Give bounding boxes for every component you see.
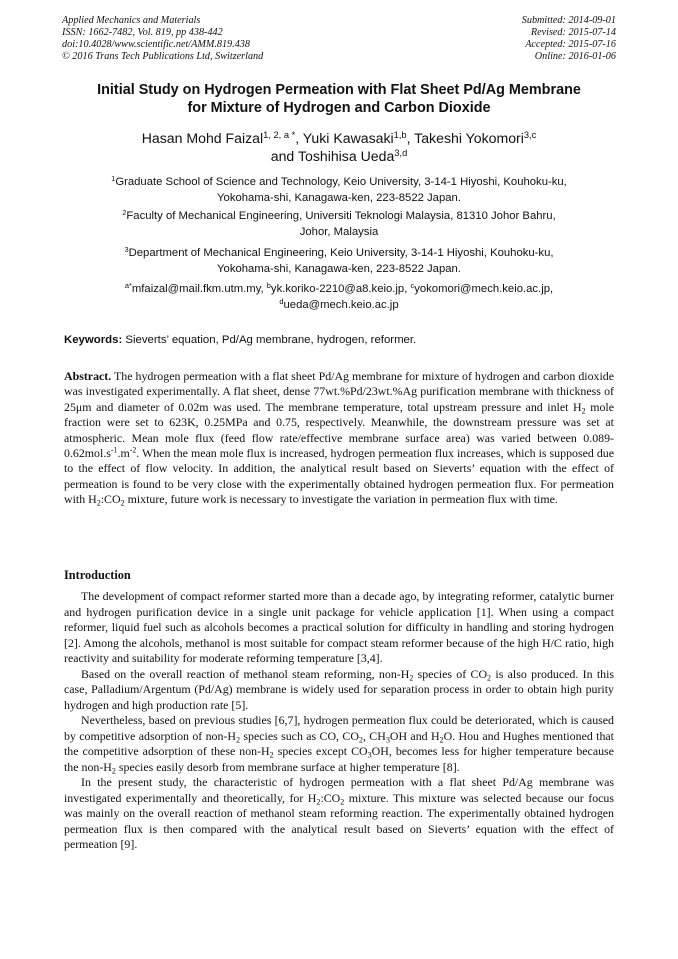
affiliation [60,209,618,241]
email-link: ueda@mech.keio.ac.jp [283,298,399,311]
affiliation-line: $^1$Graduate School of Science and Technology, Keio University, 3-14-1 Hiyoshi, Kouhoku-ku, [111,173,567,188]
author-list [50,129,628,165]
authors-line-2 [50,147,628,165]
keywords-text: Sieverts’ equation, Pd/Ag membrane, hydrogen, reformer. [122,334,417,346]
introduction-body [64,589,614,853]
author-marker: 3,c [523,129,537,140]
publication-dates [522,15,616,63]
affiliation-marker: 2 [122,207,127,217]
email-link: mfaizal@mail.fkm.utm.my, [131,283,267,295]
keywords-label: Keywords: [64,334,123,346]
author-marker: 3,d [394,147,408,158]
affiliation-line: Yokohama-shi, Kanagawa-ken, 223-8522 Japan. [217,262,461,275]
author-name: Takeshi Yokomori [414,130,524,146]
affiliation [60,175,618,207]
keywords [64,334,618,346]
title-line-2: for Mixture of Hydrogen and Carbon Dioxide [187,99,491,116]
author-emails [60,282,618,314]
abstract-label: Abstract. [64,369,112,383]
paragraph: The development of compact reformer started more than a decade ago, by integrating reformer, catalytic burner and hydrogen purification device in a single unit package for vehicle application [1]. When using a compact reformer, liquid fuel such as alcohols becomes a practical solution for difficulty in handling and storing hydrogen [2]. Among the alcohols, methanol is most suitable for compact steam reformer because of the high H/C ratio, high reactivity and suitability for moderate reforming temperature [3,4]. [64,589,614,665]
journal-name: Applied Mechanics and Materials [62,15,201,26]
paragraph: In the present study, the characteristic of hydrogen permeation with a flat sheet Pd/Ag membrane was investigated experimentally and theoretically, for $H_2:CO_2$ mixture. This mixture was selected because our focus was mainly on the overall reaction of methanol steam reforming reaction. The experimentally obtained hydrogen permeation flux is then compared with the analytical result based on Sieverts’ equation with the effect of permeation [9]. [64,775,614,851]
date-submitted: Submitted: 2014-09-01 [521,15,616,26]
affiliation-line: $^2$Faculty of Mechanical Engineering, Universiti Teknologi Malaysia, 81310 Johor Bahru, [122,207,556,222]
author-name: Toshihisa Ueda [297,148,395,164]
authors-line-1 [50,129,628,147]
journal-doi: doi:10.4028/www.scientific.net/AMM.819.438 [62,39,250,51]
section-heading: Introduction [64,568,131,582]
date-revised: Revised: 2015-07-14 [530,27,616,39]
affiliation-line: Yokohama-shi, Kanagawa-ken, 223-8522 Japan. [217,191,461,204]
author-name: Yuki Kawasaki [302,130,394,146]
email-link: yokomori@mech.keio.ac.jp, [414,283,554,295]
journal-copyright: © 2016 Trans Tech Publications Ltd, Switzerland [62,51,264,63]
journal-issn: ISSN: 1662-7482, Vol. 819, pp 438-442 [62,27,223,39]
journal-info [62,15,263,63]
author-marker: 1, 2, a * [263,129,296,140]
email-link: yk.koriko-2210@a8.keio.jp, [270,283,411,295]
author-separator: , [406,130,415,146]
author-conjunction: and [270,148,298,164]
email-line: $^{a*}$mfaizal@mail.fkm.utm.my, $^b$yk.koriko-2210@a8.keio.jp, $^c$yokomori@mech.keio.ac.jp, [124,280,554,295]
title-line-1: Initial Study on Hydrogen Permeation with Flat Sheet Pd/Ag Membrane [97,82,581,98]
author-separator: , [295,130,303,146]
author-name: Hasan Mohd Faizal [141,130,264,146]
date-accepted: Accepted: 2015-07-16 [525,39,616,51]
affiliation-marker: 1 [111,173,116,183]
paragraph: Nevertheless, based on previous studies [6,7], hydrogen permeation flux could be deteriorated, which is caused by competitive adsorption of non-$H_2$ species such as CO, $CO_2$, $CH_3OH$ and $H_2O$. Hou and Hughes mentioned that the competitive adsorption of these non-$H_2$ species except $CO_3OH$, becomes less for higher temperature because the non-$H_2$ species easily desorb from membrane surface at higher temperature [8]. [64,713,614,775]
affiliation-line: $^3$Department of Mechanical Engineering, Keio University, 3-14-1 Hiyoshi, Kouhoku-ku, [124,244,554,259]
date-online: Online: 2016-01-06 [534,51,616,63]
abstract: Abstract. The hydrogen permeation with a flat sheet Pd/Ag membrane for mixture of hydrogen and carbon dioxide was investigated experimentally. A flat sheet, dense 77wt.%Pd/23wt.%Ag purification membrane with thickness of 25μm and diameter of 0.02m was used. The membrane temperature, total upstream pressure and inlet $H_2$ mole fraction were set to 623K, 0.25MPa and 0.75, respectively. Meanwhile, the downstream pressure was set at atmospheric. Mean mole flux (feed flow rate/effective membrane surface area) was varied between $0.089-0.62mol.s^{-1}.m^{-2}$. When the mean mole flux is increased, hydrogen permeation flux increases, which is supposed due to the effect of flow velocity. In addition, the analytical result based on Sieverts’ equation with the effect of permeation is found to be very close with the experimentally obtained hydrogen permeation flux. For permeation with $H_2:CO_2$ mixture, future work is necessary to investigate the variation in permeation flux with time. [64,369,614,508]
affiliation [60,246,618,278]
paper-title [50,82,628,117]
email-line: $^d$ueda@mech.keio.ac.jp [279,296,399,311]
affiliation-marker: 3 [124,244,129,254]
author-marker: 1,b [393,129,407,140]
affiliation-line: Johor, Malaysia [299,225,379,238]
paragraph: Based on the overall reaction of methanol steam reforming, non-$H_2$ species of $CO_2$ is also produced. In this case, Palladium/Argentum (Pd/Ag) membrane is widely used for separation process in order to obtain high purity hydrogen and high production rate [5]. [64,666,615,712]
